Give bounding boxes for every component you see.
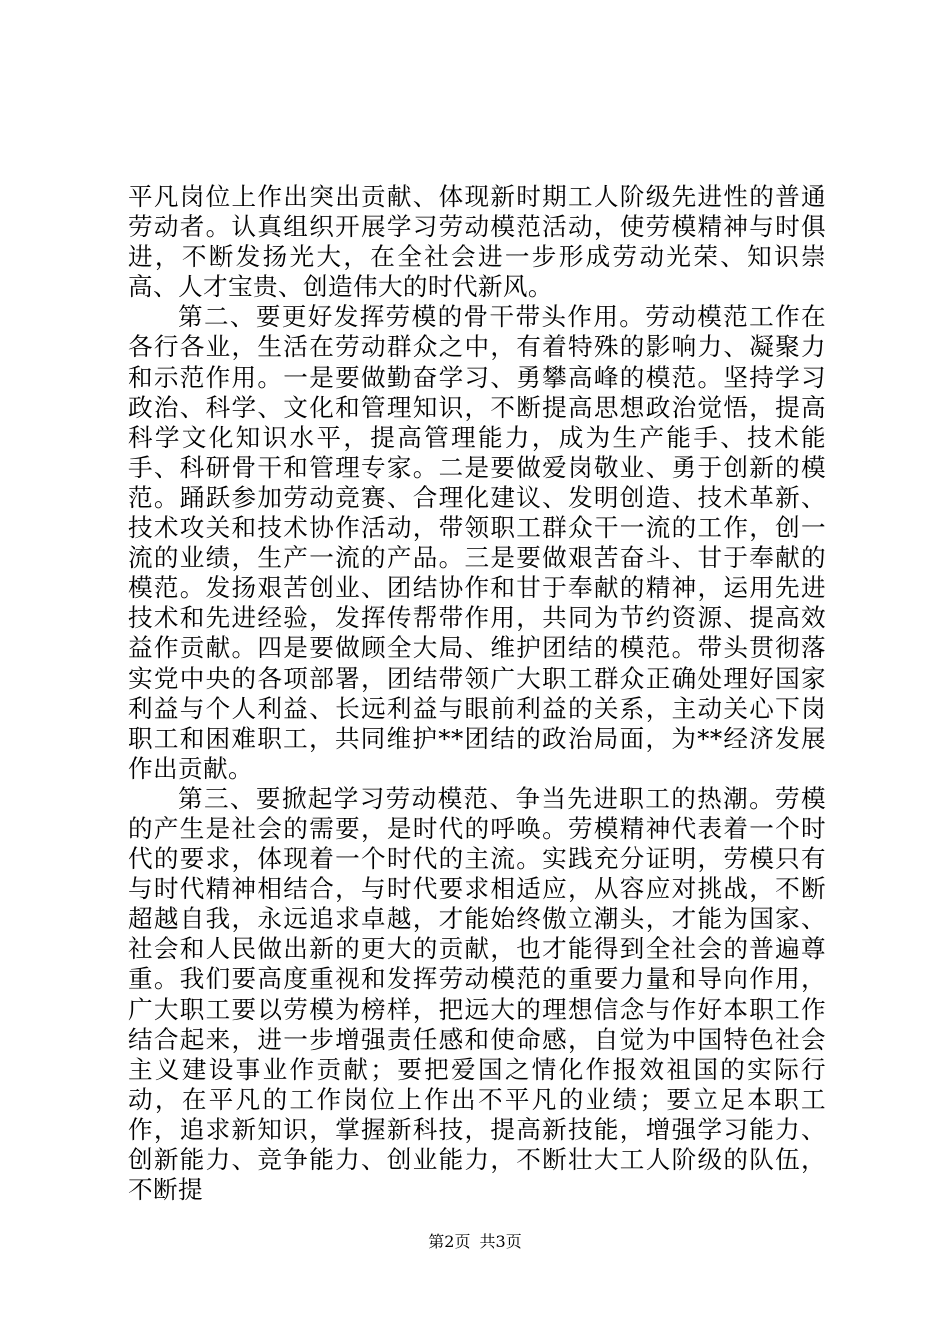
paragraph-third-point: 第三、要掀起学习劳动模范、争当先进职工的热潮。劳模的产生是社会的需要，是时代的呼唤。劳模精神代表着一个时代的要求，体现着一个时代的主流。实践充分证明，劳模只有与时代精神相结合，与时代要求相适应，从容应对挑战，不断超越自我，永远追求卓越，才能始终傲立潮头，才能为国家、社会和人民做出新的更大的贡献，也才能得到全社会的普遍尊重。我们要高度重视和发挥劳动模范的重要力量和导向作用，广大职工要以劳模为榜样，把远大的理想信念与作好本职工作结合起来，进一步增强责任感和使命感，自觉为中国特色社会主义建设事业作贡献；要把爱国之情化作报效祖国的实际行动，在平凡的工作岗位上作出不平凡的业绩；要立足本职工作，追求新知识，掌握新科技，提高新技能，增强学习能力、创新能力、竞争能力、创业能力，不断壮大工人阶级的队伍，不断提 bbox=[128, 783, 826, 1205]
page-number-current: 第2页 bbox=[428, 1232, 471, 1251]
page-footer bbox=[0, 1232, 950, 1252]
document-body bbox=[128, 182, 826, 1205]
paragraph-second-point: 第二、要更好发挥劳模的骨干带头作用。劳动模范工作在各行各业，生活在劳动群众之中，有着特殊的影响力、凝聚力和示范作用。一是要做勤奋学习、勇攀高峰的模范。坚持学习政治、科学、文化和管理知识，不断提高思想政治觉悟，提高科学文化知识水平，提高管理能力，成为生产能手、技术能手、科研骨干和管理专家。二是要做爱岗敬业、勇于创新的模范。踊跃参加劳动竞赛、合理化建议、发明创造、技术革新、技术攻关和技术协作活动，带领职工群众干一流的工作，创一流的业绩，生产一流的产品。三是要做艰苦奋斗、甘于奉献的模范。发扬艰苦创业、团结协作和甘于奉献的精神，运用先进技术和先进经验，发挥传帮带作用，共同为节约资源、提高效益作贡献。四是要做顾全大局、维护团结的模范。带头贯彻落实党中央的各项部署，团结带领广大职工群众正确处理好国家利益与个人利益、长远利益与眼前利益的关系，主动关心下岗职工和困难职工，共同维护**团结的政治局面，为**经济发展作出贡献。 bbox=[128, 302, 826, 783]
paragraph-continuation: 平凡岗位上作出突出贡献、体现新时期工人阶级先进性的普通劳动者。认真组织开展学习劳动模范活动，使劳模精神与时俱进，不断发扬光大，在全社会进一步形成劳动光荣、知识崇高、人才宝贵、创造伟大的时代新风。 bbox=[128, 182, 826, 302]
page-number-total: 共3页 bbox=[479, 1232, 522, 1251]
